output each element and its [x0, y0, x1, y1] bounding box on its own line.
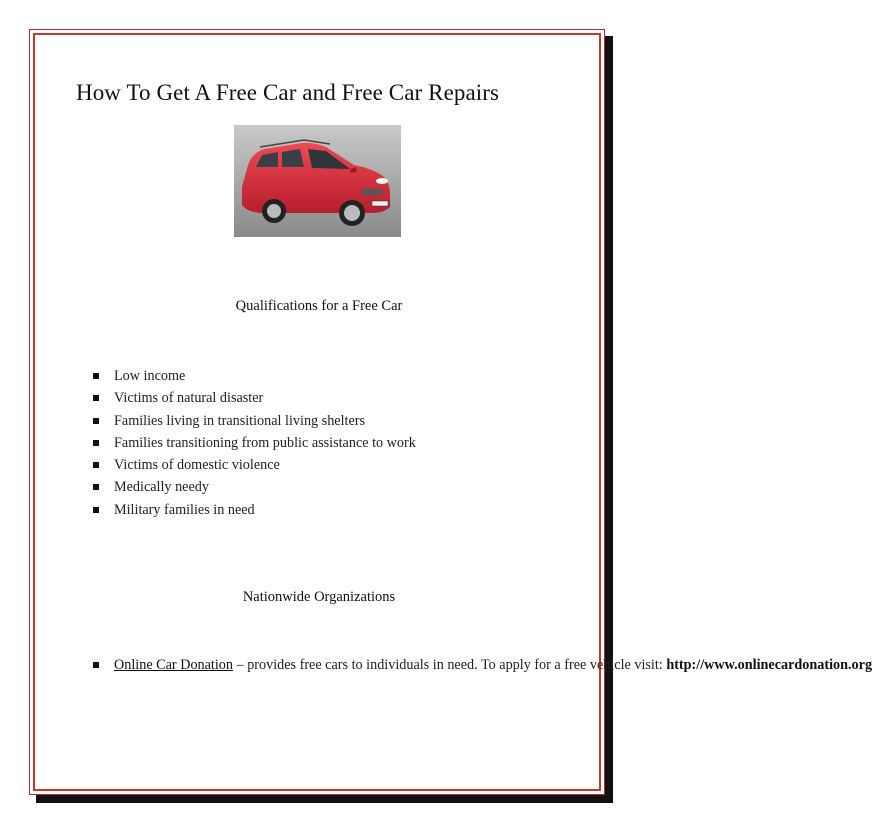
list-item: [92, 387, 416, 409]
list-item-text: Families living in transitional living shelters: [114, 412, 366, 429]
list-item-text: Victims of natural disaster: [114, 390, 264, 407]
organization-name-link[interactable]: Online Car Donation: [114, 657, 233, 673]
organization-description: – provides free cars to individuals in need. To apply for a free vehicle visit:: [233, 657, 667, 673]
list-item: [92, 410, 416, 432]
list-item: [92, 432, 416, 454]
organizations-list: [92, 654, 872, 676]
list-item: [92, 499, 416, 521]
car-photo: [234, 125, 401, 237]
organizations-heading: Nationwide Organizations: [242, 589, 396, 605]
square-bullet-icon: [93, 395, 99, 401]
list-item-text: Low income: [114, 368, 186, 384]
qualifications-list: [92, 365, 416, 521]
list-item-text: Victims of domestic violence: [114, 457, 280, 474]
list-item-text: Medically needy: [114, 479, 209, 496]
square-bullet-icon: [93, 418, 99, 424]
square-bullet-icon: [93, 662, 99, 668]
list-item-text: Families transitioning from public assistance to work: [114, 434, 416, 451]
list-item: [92, 365, 416, 387]
list-item-text: Military families in need: [114, 501, 255, 518]
page-title: How To Get A Free Car and Free Car Repairs: [76, 80, 500, 105]
square-bullet-icon: [93, 462, 99, 468]
square-bullet-icon: [93, 507, 99, 513]
organization-url-link[interactable]: http://www.onlinecardonation.org: [666, 657, 872, 673]
list-item: [92, 654, 872, 676]
qualifications-heading: Qualifications for a Free Car: [235, 298, 403, 314]
square-bullet-icon: [93, 484, 99, 490]
square-bullet-icon: [93, 440, 99, 446]
list-item: [92, 476, 416, 498]
square-bullet-icon: [93, 373, 99, 379]
list-item: [92, 454, 416, 476]
